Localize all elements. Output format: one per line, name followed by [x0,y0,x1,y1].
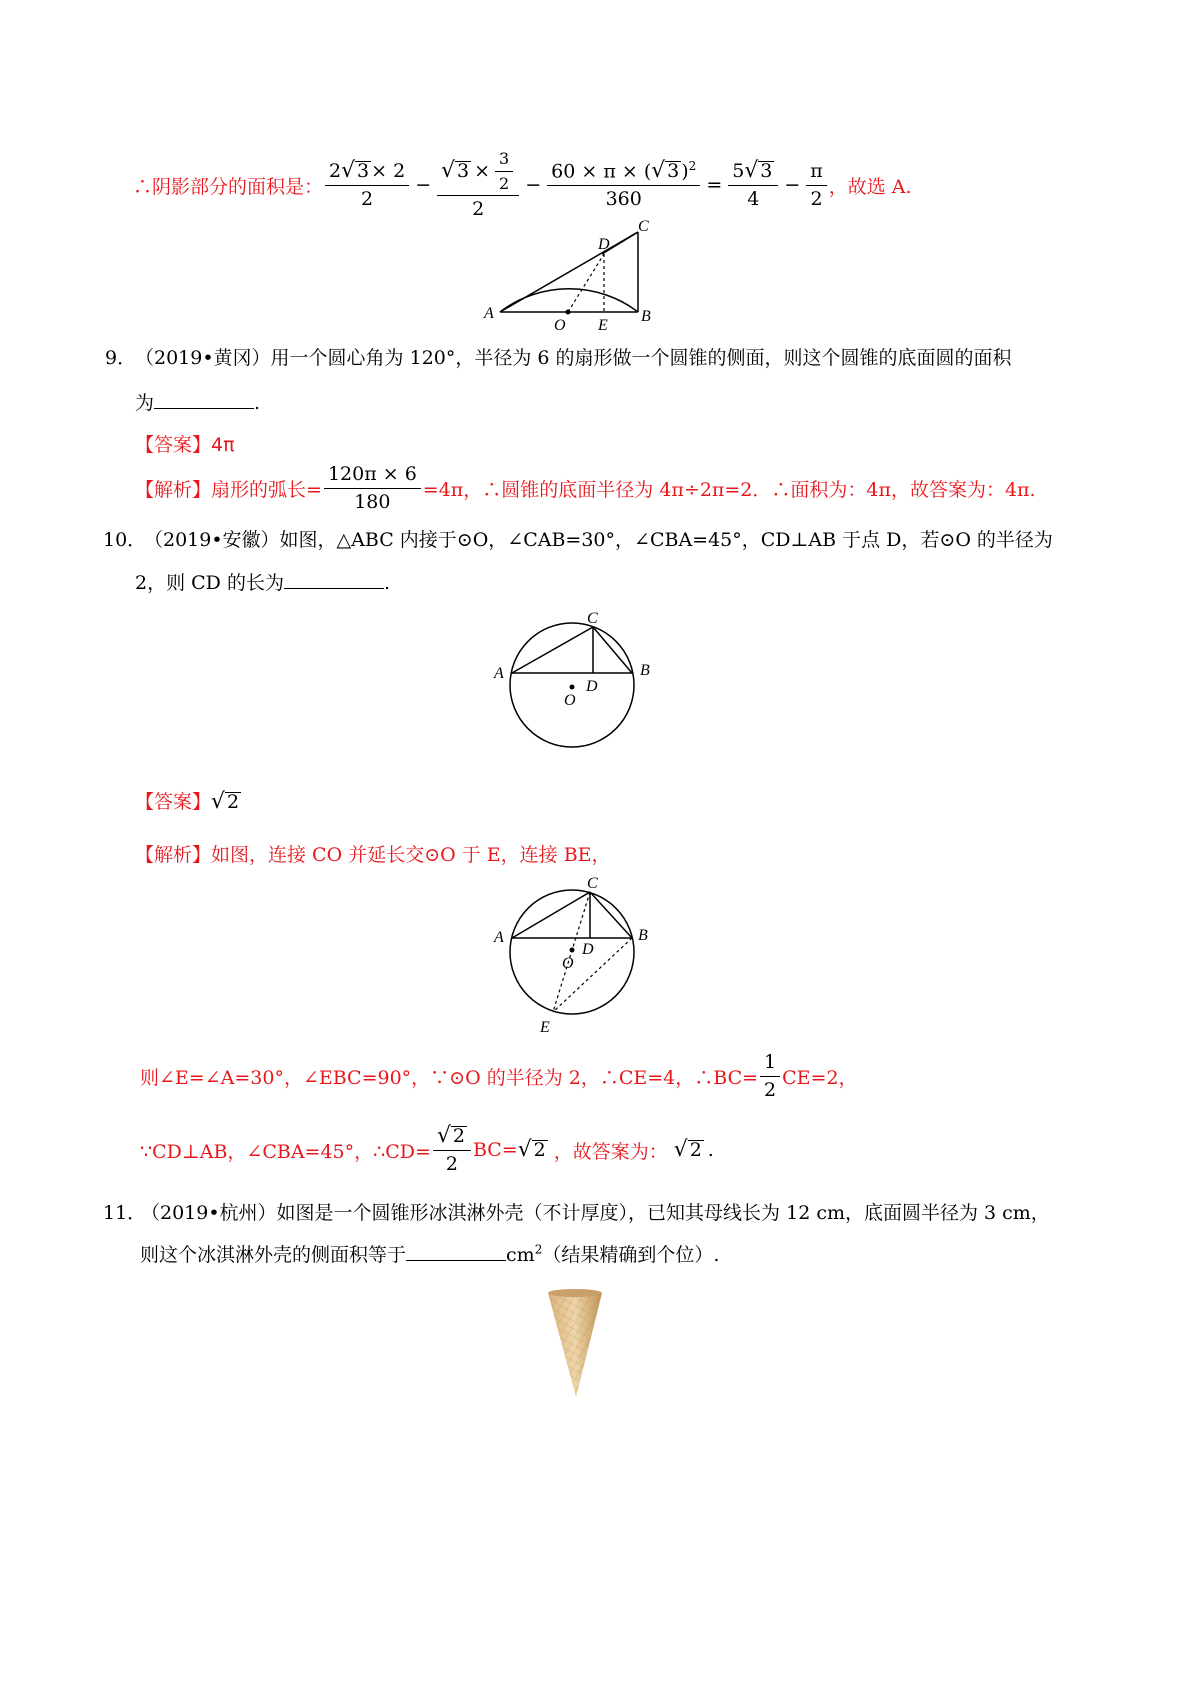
q8-fraction-2: √ 3 × $\frac{3}{2}$ 2 [437,149,519,220]
q8-fraction-5: $\frac{\pi}{2}$ [806,160,827,211]
q9-number: 9． [105,347,137,369]
label-e: E [598,317,608,334]
label-c: C [587,610,598,627]
label-d: D [582,941,594,958]
label-b: B [640,662,650,679]
label-b: B [638,927,648,944]
segment-bc [590,892,632,938]
q9-line2: 为 . [135,392,261,414]
label-e: E [540,1019,550,1036]
label-a: A [494,929,504,946]
label-a: A [484,305,494,322]
center-o-dot [570,685,575,690]
q9-answer-blank[interactable] [154,390,254,409]
answer-tag: 【答案】 [135,791,212,813]
label-o: O [564,692,576,709]
q10-step2: ∵CD⊥AB，∠CBA=45°，∴CD= √ 2 2 BC= √ 2 ，故答案为： √ 2 . [140,1122,714,1175]
q8-area-formula: ∴阴影部分的面积是： 2 √ 3 × 2 2 − √ 3 × $\frac{3}{2}$ 2 − 60 × π × ( √ 3 )$^2$ 360 = 5 √ 3 4 − $\frac{\pi}{2}$ ，故选 A. [133,149,912,220]
q8-fraction-1: 2 √ 3 × 2 2 [325,160,409,211]
segment-ac [512,892,590,938]
segment-bc [593,627,632,673]
center-o-dot [566,310,571,315]
q11-answer-blank[interactable] [406,1242,506,1261]
label-d: D [586,678,598,695]
q10-line2: 2，则 CD 的长为 . [135,572,390,594]
label-d: D [598,236,610,253]
label-b: B [641,308,651,325]
analysis-tag: 【解析】 [135,844,212,866]
q11-line2: 则这个冰淇淋外壳的侧面积等于 $cm^2$（结果精确到个位）. [140,1242,720,1266]
q10-line1: （2019•安徽）如图，△ABC 内接于⊙O，∠CAB=30°，∠CBA=45°，CD⊥AB 于点 D，若⊙O 的半径为 [144,529,1053,551]
answer-value: 4π [211,434,235,456]
q9-arc-fraction: $\frac{120\pi \times 6}{180}$ [324,463,421,514]
q9-analysis: 【解析】 扇形的弧长= $\frac{120\pi \times 6}{180}$ =4π，∴圆锥的底面半径为 4π÷2π=2．∴面积为：4π，故答案为：4π. [135,462,1036,513]
q8-prefix: ∴阴影部分的面积是： [133,175,324,198]
center-o-dot [570,948,575,953]
q10-number: 10． [103,529,147,551]
q10-step1: 则∠E=∠A=30°，∠EBC=90°，∵⊙O 的半径为 2，∴CE=4，∴BC= $\frac{1}{2}$ CE=2， [140,1050,858,1101]
q10-answer-blank[interactable] [284,570,384,589]
q9-answer [135,430,235,457]
cone-texture [548,1293,602,1397]
q10-analysis: 【解析】如图，连接 CO 并延长交⊙O 于 E，连接 BE， [135,844,611,866]
segment-ac [512,627,593,673]
figure-circle-cobe [490,872,665,1037]
q8-suffix: ，故选 A. [828,175,912,198]
answer-tag: 【答案】 [135,434,212,456]
label-c: C [638,218,649,235]
q8-fraction-4: 5 √ 3 4 [728,160,778,211]
q11-number: 11． [103,1202,147,1224]
label-o: O [554,317,566,334]
analysis-tag: 【解析】 [135,478,212,501]
q10-answer: 【答案】 √ 2 [135,789,240,814]
cone-rim [548,1289,602,1297]
label-o: O [562,955,574,972]
q11-line1: （2019•杭州）如图是一个圆锥形冰淇淋外壳（不计厚度），已知其母线长为 12 cm，底面圆半径为 3 cm， [141,1202,1050,1224]
ice-cream-cone-image [540,1285,610,1400]
label-a: A [494,665,504,682]
q9-line1: （2019•黄冈）用一个圆心角为 120°，半径为 6 的扇形做一个圆锥的侧面，则这个圆锥的底面圆的面积 [135,347,1012,369]
q8-fraction-3: 60 × π × ( √ 3 )$^2$ 360 [547,159,700,211]
figure-semicircle [480,215,670,335]
label-c: C [587,875,598,892]
figure-circle-abc [490,605,665,765]
